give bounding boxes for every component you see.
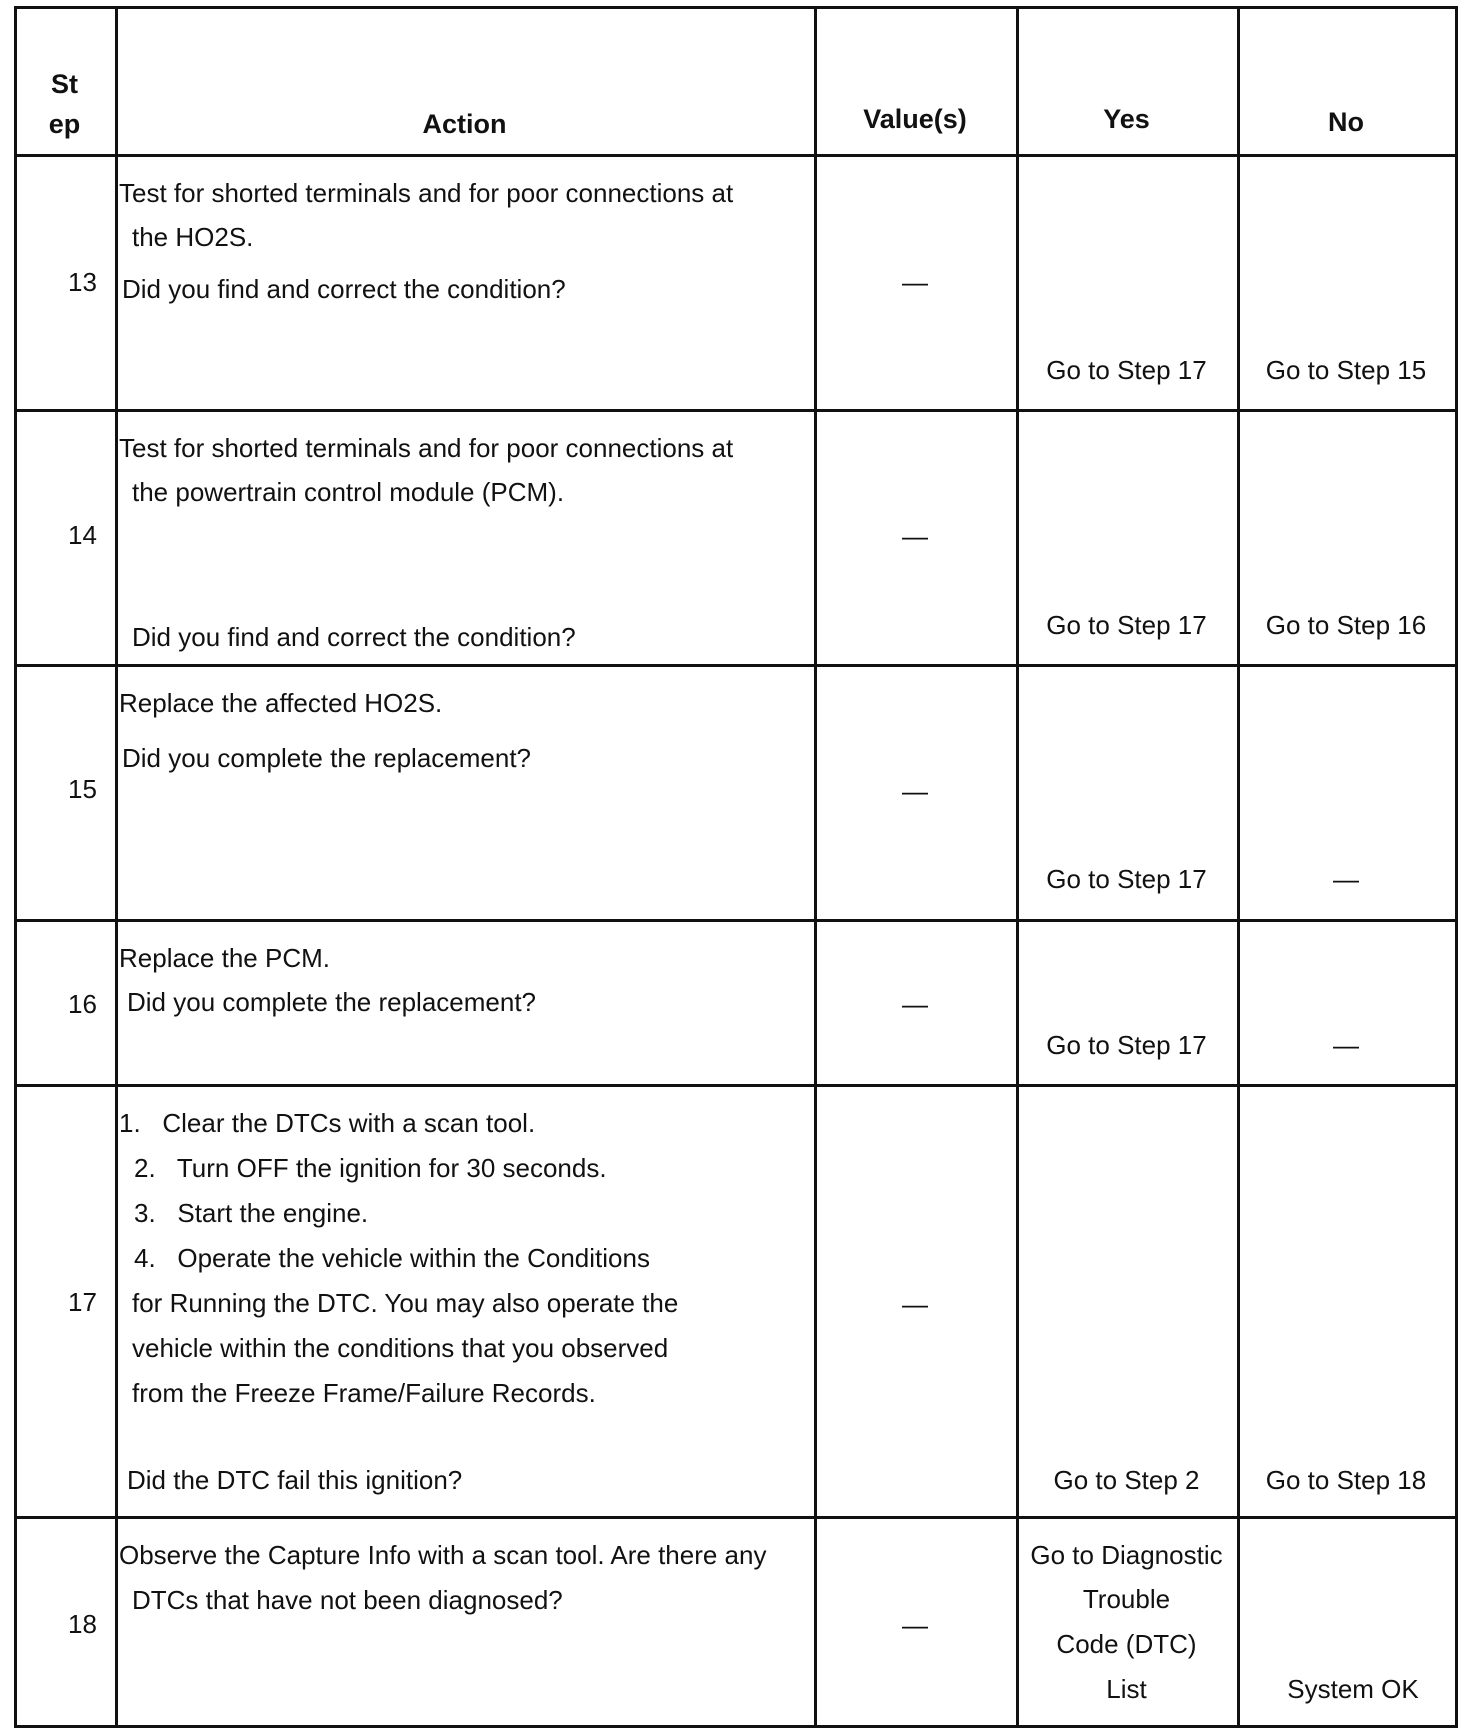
action-text: the HO2S. — [132, 222, 254, 252]
action-text: Did you find and correct the condition? — [132, 622, 576, 652]
yes-cell-line: Go to Diagnostic — [1030, 1540, 1223, 1570]
step-number: 16 — [68, 989, 97, 1019]
yes-cell: Go to Step 2 — [1053, 1465, 1200, 1495]
grid-line — [14, 664, 1458, 667]
action-text: Did you find and correct the condition? — [122, 274, 566, 304]
action-text: Replace the affected HO2S. — [119, 688, 443, 718]
action-text: Test for shorted terminals and for poor connections at — [119, 178, 734, 208]
step-number: 14 — [68, 520, 97, 550]
grid-line — [115, 6, 118, 1728]
action-text: Did you complete the replacement? — [127, 987, 537, 1017]
action-text: Observe the Capture Info with a scan tool. Are there any — [119, 1540, 767, 1570]
action-text: Did the DTC fail this ignition? — [127, 1465, 463, 1495]
no-cell: Go to Step 15 — [1265, 355, 1427, 385]
value-cell: — — [902, 267, 928, 297]
step-number: 17 — [68, 1287, 97, 1317]
header-yes: Yes — [1103, 104, 1150, 134]
action-text: DTCs that have not been diagnosed? — [132, 1585, 563, 1615]
yes-cell: Go to Step 17 — [1046, 1030, 1207, 1060]
value-cell: — — [902, 989, 928, 1019]
action-text: for Running the DTC. You may also operate the — [132, 1288, 679, 1318]
header-action: Action — [422, 109, 507, 139]
header-no: No — [1328, 107, 1364, 137]
grid-line — [14, 6, 17, 1728]
grid-line — [14, 919, 1458, 922]
yes-cell-line: Trouble — [1082, 1584, 1171, 1614]
action-text: 3. Start the engine. — [134, 1198, 369, 1228]
step-number: 13 — [68, 267, 97, 297]
no-cell: — — [1333, 864, 1359, 894]
grid-line — [14, 409, 1458, 412]
header-step — [14, 64, 115, 144]
step-number: 18 — [68, 1609, 97, 1639]
no-cell: — — [1333, 1030, 1359, 1060]
grid-line — [1455, 6, 1458, 1728]
yes-cell: Go to Step 17 — [1046, 864, 1207, 894]
grid-line — [814, 6, 817, 1728]
grid-line — [14, 1084, 1458, 1087]
action-text: vehicle within the conditions that you observed — [132, 1333, 669, 1363]
header-step-line2: ep — [48, 109, 81, 139]
action-text: Did you complete the replacement? — [122, 743, 532, 773]
action-text: Replace the PCM. — [119, 943, 330, 973]
yes-cell: Go to Step 17 — [1046, 610, 1207, 640]
action-text: 4. Operate the vehicle within the Conditions — [134, 1243, 650, 1273]
grid-line — [14, 6, 1458, 9]
header-step-line1: St — [51, 69, 78, 99]
value-cell: — — [902, 521, 928, 551]
action-text: 1. Clear the DTCs with a scan tool. — [119, 1108, 536, 1138]
grid-line — [14, 154, 1458, 157]
action-text: from the Freeze Frame/Failure Records. — [132, 1378, 596, 1408]
header-values: Value(s) — [863, 104, 967, 134]
grid-line — [14, 1516, 1458, 1519]
yes-cell: Go to Step 17 — [1046, 355, 1207, 385]
diagnostic-table — [14, 6, 1458, 1728]
value-cell: — — [902, 1289, 928, 1319]
yes-cell-line: List — [1106, 1674, 1147, 1704]
no-cell: System OK — [1287, 1674, 1419, 1704]
action-text: 2. Turn OFF the ignition for 30 seconds. — [134, 1153, 607, 1183]
action-text: the powertrain control module (PCM). — [132, 477, 565, 507]
value-cell: — — [902, 1610, 928, 1640]
step-number: 15 — [68, 774, 97, 804]
value-cell: — — [902, 776, 928, 806]
no-cell: Go to Step 16 — [1265, 610, 1427, 640]
action-text: Test for shorted terminals and for poor connections at — [119, 433, 734, 463]
yes-cell-line: Code (DTC) — [1056, 1629, 1197, 1659]
no-cell: Go to Step 18 — [1265, 1465, 1427, 1495]
